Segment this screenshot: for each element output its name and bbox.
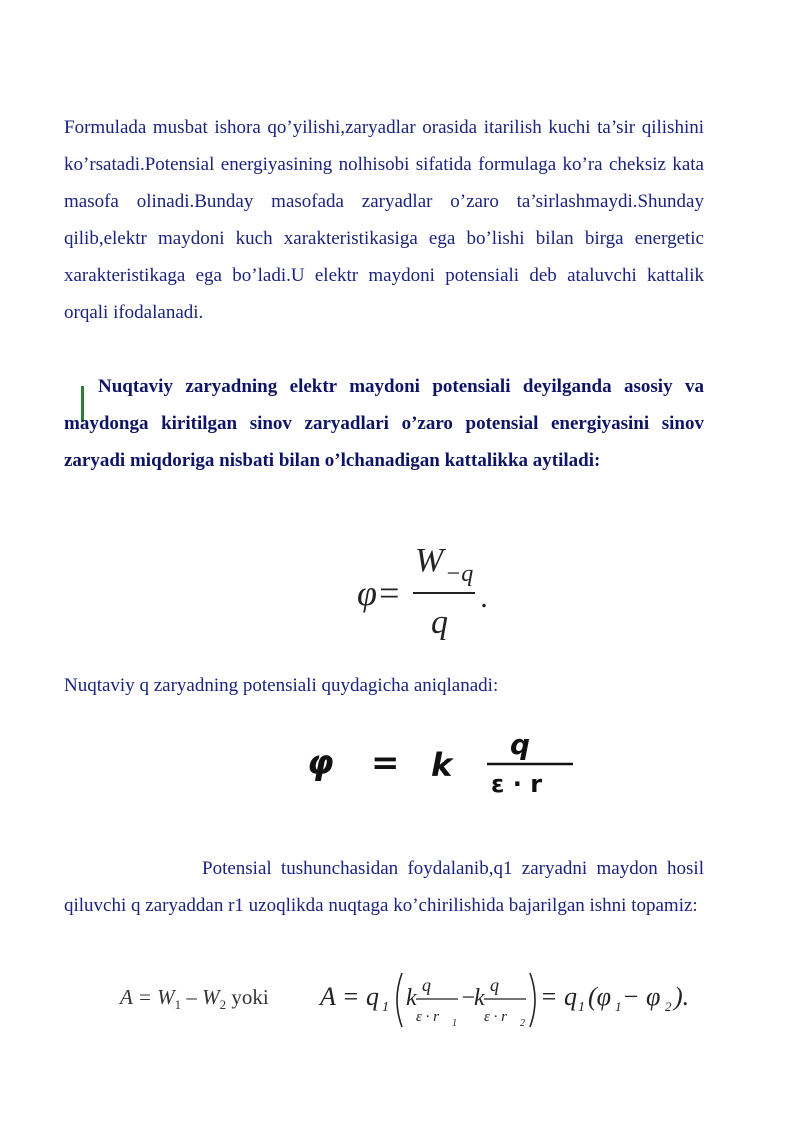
formula1-numerator: W [415, 542, 444, 579]
formula1-lhs: φ= [357, 573, 402, 613]
formula2-numerator: q [510, 728, 531, 761]
point-charge-potential-formula [305, 728, 585, 798]
formula3-rhs-end: ). [674, 982, 690, 1011]
formula3-num2: q [490, 975, 499, 995]
work-potential-formula [318, 965, 703, 1035]
formula2-denominator: ε · r [491, 770, 543, 798]
formula3-lhs-a: A = W [120, 985, 175, 1009]
formula3-den2: ε · r [484, 1009, 507, 1025]
formula3-k1: k [406, 985, 417, 1011]
work-energy-formula [120, 985, 269, 1013]
formula3-den1-sub: 1 [452, 1018, 457, 1029]
formula3-phi2-sub: 2 [665, 999, 672, 1014]
formula2-phi: φ [307, 743, 334, 783]
formula3-sub1: 1 [174, 997, 182, 1012]
formula2-k: k [431, 746, 453, 784]
formula3-phi1-sub: 1 [615, 999, 622, 1014]
formula3-rhs-minus: − φ [622, 982, 661, 1011]
formula1-end: . [481, 581, 489, 614]
formula3-rhs: = q [540, 982, 578, 1011]
formula3-yoki: yoki [226, 985, 269, 1009]
formula3-right-paren [530, 973, 535, 1027]
formula3-num1: q [422, 975, 431, 995]
formula3-den2-sub: 2 [520, 1018, 525, 1029]
formula3-sub2: 2 [219, 997, 227, 1012]
potential-definition-formula [355, 533, 505, 643]
paragraph-point-charge: Nuqtaviy q zaryadning potensiali quydagicha aniqlanadi: [64, 675, 499, 696]
formula3-left-paren [397, 973, 402, 1027]
formula3-q-sub: 1 [382, 1000, 389, 1015]
formula3-k2: k [474, 985, 485, 1011]
paragraph-intro: Formulada musbat ishora qo’yilishi,zaryadlar orasida itarilish kuchi ta’sir qilishini ko’rsatadi.Potensial energiyasining nolhisobi sifatida formulaga ko’ra cheksiz kata masofa olinadi.Bunday masofada zaryadlar o’zaro ta’sirlashmaydi.Shunday qilib,elektr maydoni kuch xarakteristikasiga ega bo’lishi bilan birga energetic xarakteristikaga ega bo’ladi.U elektr maydoni potensiali deb ataluvchi kattalik orqali ifodalanadi. [64, 117, 704, 323]
formula1-denominator: q [431, 604, 448, 641]
formula3-A: A = q [320, 982, 379, 1011]
formula2-equals: = [371, 743, 400, 783]
paragraph-definition: Nuqtaviy zaryadning elektr maydoni potensiali deyilganda asosiy va maydonga kiritilgan sinov zaryadlari o’zaro potensial energiyasini sinov zaryadi miqdoriga nisbati bilan o’lchanadigan kattalikka aytiladi: [64, 376, 704, 471]
formula1-numerator-sub: −q [445, 561, 474, 587]
formula3-rhs-paren: (φ [588, 982, 612, 1011]
formula3-den1: ε · r [416, 1009, 439, 1025]
formula3-rhs-sub: 1 [578, 1000, 585, 1015]
paragraph-work: Potensial tushunchasidan foydalanib,q1 zaryadni maydon hosil qiluvchi q zaryaddan r1 uzoqlikda nuqtaga ko’chirilishida bajarilgan ishni topamiz: [64, 858, 704, 916]
formula3-minus: − [460, 985, 477, 1011]
formula3-minus-w: – W [181, 985, 220, 1009]
